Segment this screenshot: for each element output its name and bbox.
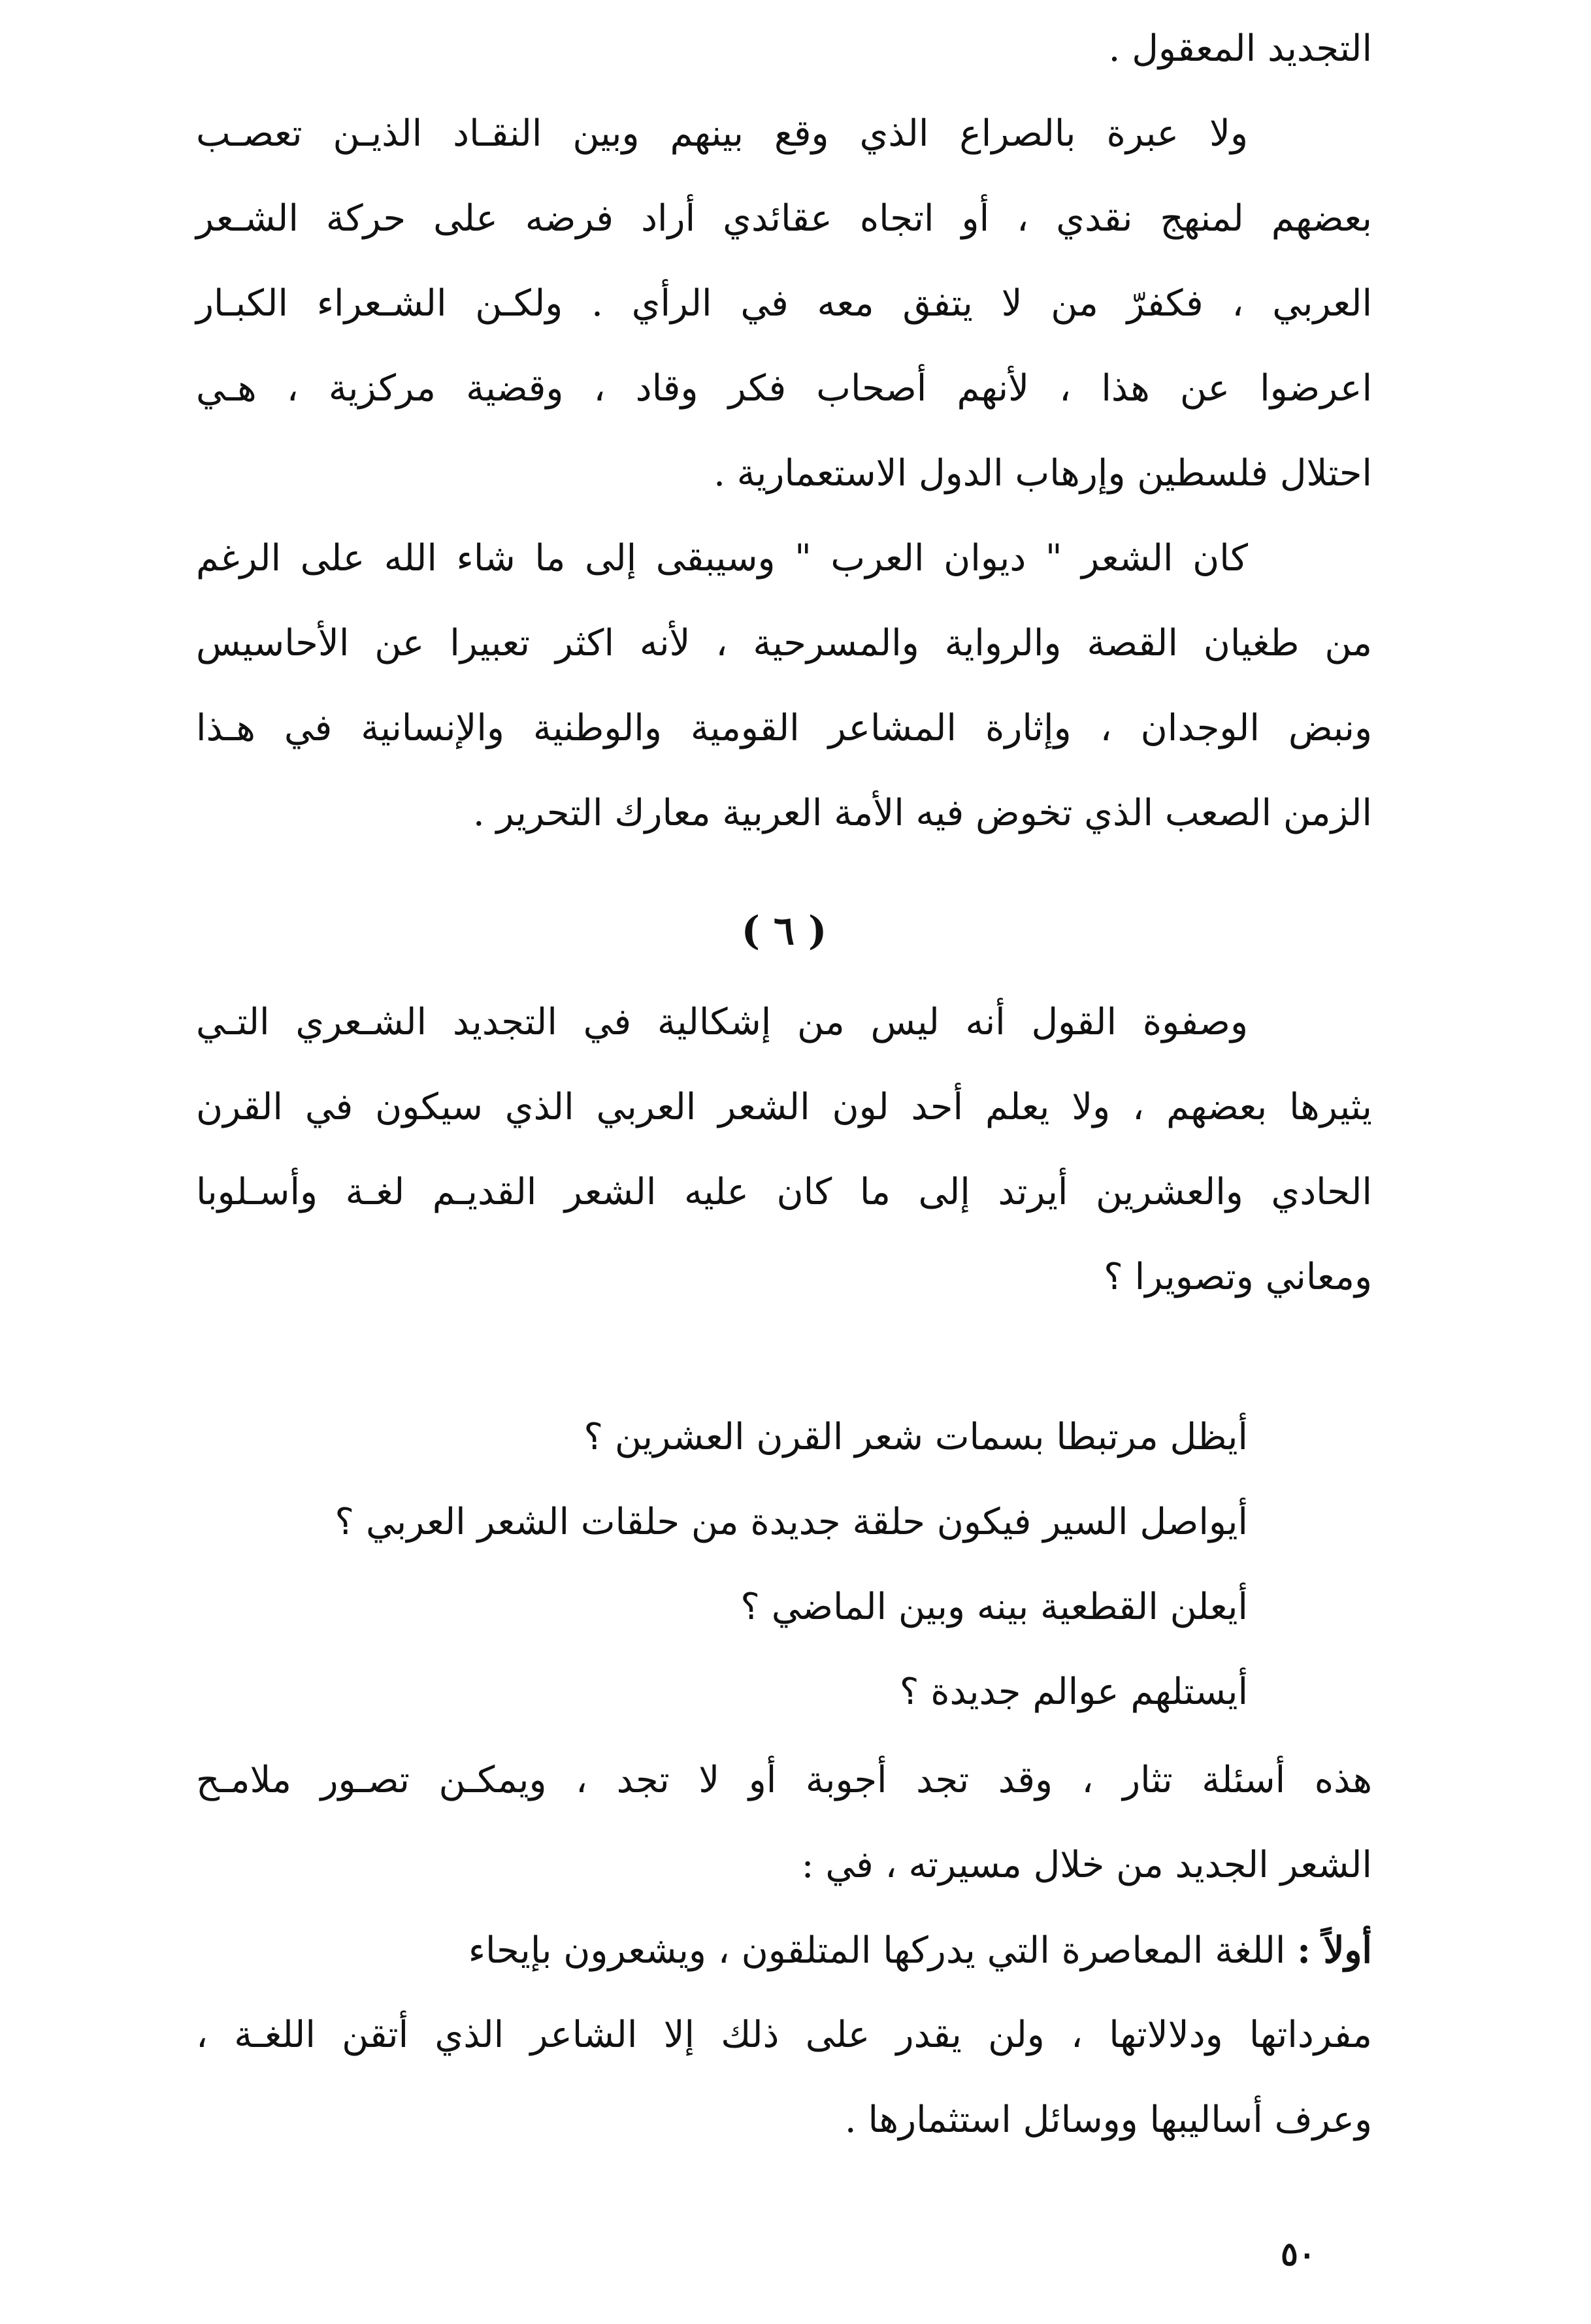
text-line: الحادي والعشرين أيرتد إلى ما كان عليه الشعر القديـم لغـة وأسـلوبا — [196, 1171, 1372, 1213]
text-line: احتلال فلسطين وإرهاب الدول الاستعمارية . — [713, 452, 1372, 495]
text-line: من طغيان القصة والرواية والمسرحية ، لأنه اكثر تعبيرا عن الأحاسيس — [196, 622, 1372, 664]
section-number: ( ٦ ) — [741, 908, 827, 954]
text-line: ومعاني وتصويرا ؟ — [1104, 1256, 1372, 1298]
text-line: العربي ، فكفرّ من لا يتفق معه في الرأي . ولكـن الشـعراء الكبـار — [196, 282, 1372, 325]
text-line: وصفوة القول أنه ليس من إشكالية في التجديد الشـعري التـي — [196, 1001, 1248, 1043]
text-line: ونبض الوجدان ، وإثارة المشاعر القومية والوطنية والإنسانية في هـذا — [196, 707, 1372, 749]
text-line: يثيرها بعضهم ، ولا يعلم أحد لون الشعر العربي الذي سيكون في القرن — [196, 1086, 1372, 1128]
text-line: هذه أسئلة تثار ، وقد تجد أجوبة أو لا تجد ، ويمكـن تصـور ملامـح — [196, 1759, 1372, 1801]
question-line: أيستلهم عوالم جديدة ؟ — [899, 1671, 1248, 1713]
text-line: الزمن الصعب الذي تخوض فيه الأمة العربية معارك التحرير . — [472, 792, 1372, 834]
text-line: ولا عبرة بالصراع الذي وقع بينهم وبين النقـاد الذيـن تعصـب — [196, 112, 1248, 155]
page-number: ٥٠ — [1281, 2234, 1316, 2273]
question-line: أيظل مرتبطا بسمات شعر القرن العشرين ؟ — [583, 1416, 1248, 1458]
text-line: مفرداتها ودلالاتها ، ولن يقدر على ذلك إلا الشاعر الذي أتقن اللغـة ، — [196, 2014, 1372, 2056]
point-one-line — [196, 1927, 1372, 1974]
question-line: أيعلن القطعية بينه وبين الماضي ؟ — [740, 1586, 1248, 1628]
text-line: بعضهم لمنهج نقدي ، أو اتجاه عقائدي أراد فرضه على حركة الشـعر — [196, 197, 1373, 240]
text-line: اعرضوا عن هذا ، لأنهم أصحاب فكر وقاد ، وقضية مركزية ، هـي — [196, 367, 1372, 410]
question-line: أيواصل السير فيكون حلقة جديدة من حلقات الشعر العربي ؟ — [335, 1501, 1248, 1543]
text-line: التجديد المعقول . — [1108, 27, 1372, 70]
point-one-text: اللغة المعاصرة التي يدركها المتلقون ، ويشعرون بإيحاء — [468, 1929, 1286, 1972]
text-line: الشعر الجديد من خلال مسيرته ، في : — [801, 1844, 1372, 1886]
text-line: كان الشعر " ديوان العرب " وسيبقى إلى ما شاء الله على الرغم — [196, 537, 1248, 580]
point-one-label: أولاً : — [1297, 1929, 1372, 1972]
text-line: وعرف أساليبها ووسائل استثمارها . — [844, 2099, 1372, 2141]
